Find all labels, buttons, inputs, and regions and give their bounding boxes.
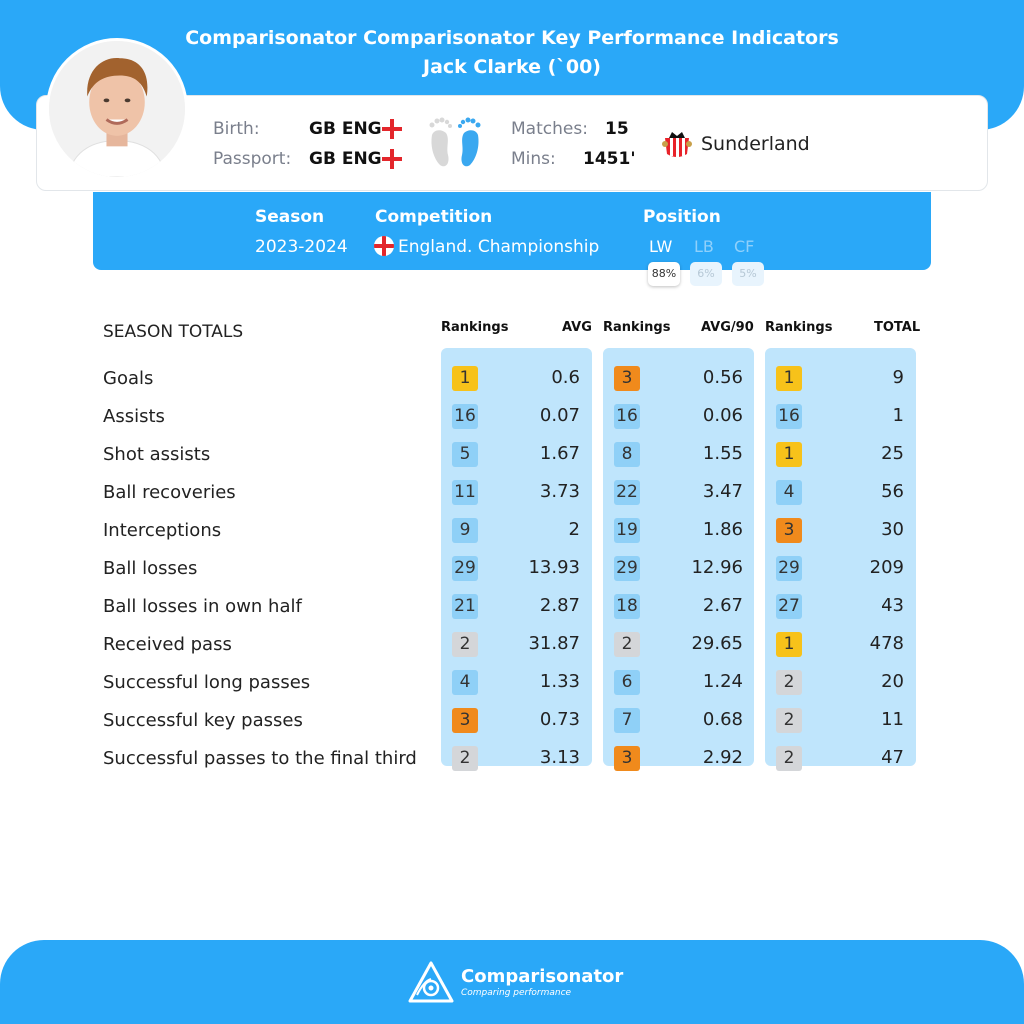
avg90-value: 1.24 <box>702 671 743 692</box>
rank-badge-avg90: 8 <box>614 442 640 467</box>
table-row <box>0 739 1024 777</box>
table-row <box>0 435 1024 473</box>
avg-value: 1.67 <box>539 443 580 464</box>
row-label: Successful key passes <box>103 710 303 731</box>
position-code-cf: CF <box>734 237 755 256</box>
avg90-value: 1.86 <box>702 519 743 540</box>
table-row <box>0 511 1024 549</box>
season-value: 2023-2024 <box>255 237 348 257</box>
footer-tagline: Comparing performance <box>461 988 572 998</box>
position-pct-lb: 6% <box>690 262 722 286</box>
rank-badge-total: 29 <box>776 556 802 581</box>
avg90-value: 0.06 <box>702 405 743 426</box>
rank-badge-avg90: 2 <box>614 632 640 657</box>
rank-badge-avg90: 18 <box>614 594 640 619</box>
row-label: Ball losses in own half <box>103 596 302 617</box>
rank-badge-avg90: 16 <box>614 404 640 429</box>
rank-badge-total: 3 <box>776 518 802 543</box>
mins-label: Mins: <box>511 149 556 169</box>
column-header-rankings: Rankings <box>603 320 671 335</box>
table-row <box>0 663 1024 701</box>
england-flag-icon <box>382 119 402 139</box>
row-label: Ball recoveries <box>103 482 236 503</box>
table-row <box>0 587 1024 625</box>
rank-badge-avg: 2 <box>452 632 478 657</box>
rank-badge-total: 1 <box>776 442 802 467</box>
rank-badge-avg: 16 <box>452 404 478 429</box>
row-label: Ball losses <box>103 558 198 579</box>
total-value: 25 <box>881 443 904 464</box>
position-pct-lw: 88% <box>648 262 680 286</box>
england-flag-icon <box>382 149 402 169</box>
birth-label: Birth: <box>213 119 260 139</box>
avg-value: 1.33 <box>539 671 580 692</box>
row-label: Successful long passes <box>103 672 311 693</box>
player-name: Jack Clarke (`00) <box>423 56 601 78</box>
mins-value: 1451' <box>583 149 636 169</box>
season-panel <box>93 192 931 270</box>
rank-badge-avg: 1 <box>452 366 478 391</box>
rank-badge-avg90: 3 <box>614 746 640 771</box>
comparisonator-logo-icon <box>408 961 454 1003</box>
matches-value: 15 <box>605 119 629 139</box>
avatar <box>46 38 188 180</box>
avg90-value: 3.47 <box>702 481 743 502</box>
avg-value: 3.13 <box>539 747 580 768</box>
rank-badge-avg90: 22 <box>614 480 640 505</box>
season-totals-heading: SEASON TOTALS <box>103 322 244 342</box>
total-value: 47 <box>881 747 904 768</box>
row-label: Successful passes to the final third <box>103 748 417 769</box>
competition-label: Competition <box>375 207 493 227</box>
table-row <box>0 625 1024 663</box>
club-crest-icon <box>660 130 694 160</box>
avg-value: 3.73 <box>539 481 580 502</box>
position-code-lw: LW <box>649 237 673 256</box>
avg90-value: 1.55 <box>702 443 743 464</box>
rank-badge-avg90: 7 <box>614 708 640 733</box>
club-name: Sunderland <box>701 133 810 155</box>
rank-badge-avg90: 3 <box>614 366 640 391</box>
rank-badge-avg90: 6 <box>614 670 640 695</box>
passport-value: GB ENG <box>309 149 382 169</box>
season-label: Season <box>255 207 325 227</box>
total-value: 11 <box>881 709 904 730</box>
rank-badge-avg: 9 <box>452 518 478 543</box>
competition-value: England. Championship <box>398 237 600 257</box>
total-value: 43 <box>881 595 904 616</box>
total-value: 209 <box>869 557 904 578</box>
rank-badge-total: 1 <box>776 632 802 657</box>
avg90-value: 0.56 <box>702 367 743 388</box>
birth-value: GB ENG <box>309 119 382 139</box>
rank-badge-avg: 4 <box>452 670 478 695</box>
table-row <box>0 397 1024 435</box>
avg-value: 0.6 <box>551 367 580 388</box>
rank-badge-total: 4 <box>776 480 802 505</box>
rank-badge-avg90: 19 <box>614 518 640 543</box>
table-row <box>0 701 1024 739</box>
avg-value: 2.87 <box>539 595 580 616</box>
avg90-value: 2.67 <box>702 595 743 616</box>
total-value: 56 <box>881 481 904 502</box>
rank-badge-avg: 21 <box>452 594 478 619</box>
rank-badge-avg: 3 <box>452 708 478 733</box>
column-header-total: TOTAL <box>874 320 921 335</box>
avg90-value: 0.68 <box>702 709 743 730</box>
player-photo <box>49 41 185 177</box>
row-label: Shot assists <box>103 444 211 465</box>
column-header-rankings: Rankings <box>441 320 509 335</box>
rank-badge-total: 2 <box>776 708 802 733</box>
rank-badge-total: 1 <box>776 366 802 391</box>
rank-badge-total: 27 <box>776 594 802 619</box>
avg-value: 0.73 <box>539 709 580 730</box>
avg90-value: 12.96 <box>691 557 743 578</box>
row-label: Assists <box>103 406 165 427</box>
feet-icon <box>426 113 484 171</box>
avg-value: 13.93 <box>528 557 580 578</box>
footer-brand: Comparisonator <box>461 966 624 987</box>
england-flag-icon <box>374 236 394 256</box>
page-title: Comparisonator Comparisonator Key Performance Indicators <box>185 27 839 49</box>
table-row <box>0 359 1024 397</box>
rank-badge-total: 2 <box>776 746 802 771</box>
total-value: 1 <box>892 405 904 426</box>
total-value: 30 <box>881 519 904 540</box>
position-pct-cf: 5% <box>732 262 764 286</box>
row-label: Goals <box>103 368 154 389</box>
total-value: 478 <box>869 633 904 654</box>
column-header-avg90: AVG/90 <box>701 320 754 335</box>
rank-badge-total: 2 <box>776 670 802 695</box>
column-header-avg: AVG <box>562 320 592 335</box>
avg-value: 2 <box>568 519 580 540</box>
total-value: 20 <box>881 671 904 692</box>
row-label: Interceptions <box>103 520 222 541</box>
column-header-rankings: Rankings <box>765 320 833 335</box>
table-row <box>0 473 1024 511</box>
rank-badge-total: 16 <box>776 404 802 429</box>
passport-label: Passport: <box>213 149 292 169</box>
matches-label: Matches: <box>511 119 588 139</box>
position-label: Position <box>643 207 721 227</box>
table-row <box>0 549 1024 587</box>
rank-badge-avg: 11 <box>452 480 478 505</box>
avg90-value: 29.65 <box>691 633 743 654</box>
avg90-value: 2.92 <box>702 747 743 768</box>
avg-value: 31.87 <box>528 633 580 654</box>
avg-value: 0.07 <box>539 405 580 426</box>
rank-badge-avg90: 29 <box>614 556 640 581</box>
position-code-lb: LB <box>694 237 714 256</box>
row-label: Received pass <box>103 634 232 655</box>
rank-badge-avg: 29 <box>452 556 478 581</box>
rank-badge-avg: 5 <box>452 442 478 467</box>
rank-badge-avg: 2 <box>452 746 478 771</box>
total-value: 9 <box>892 367 904 388</box>
